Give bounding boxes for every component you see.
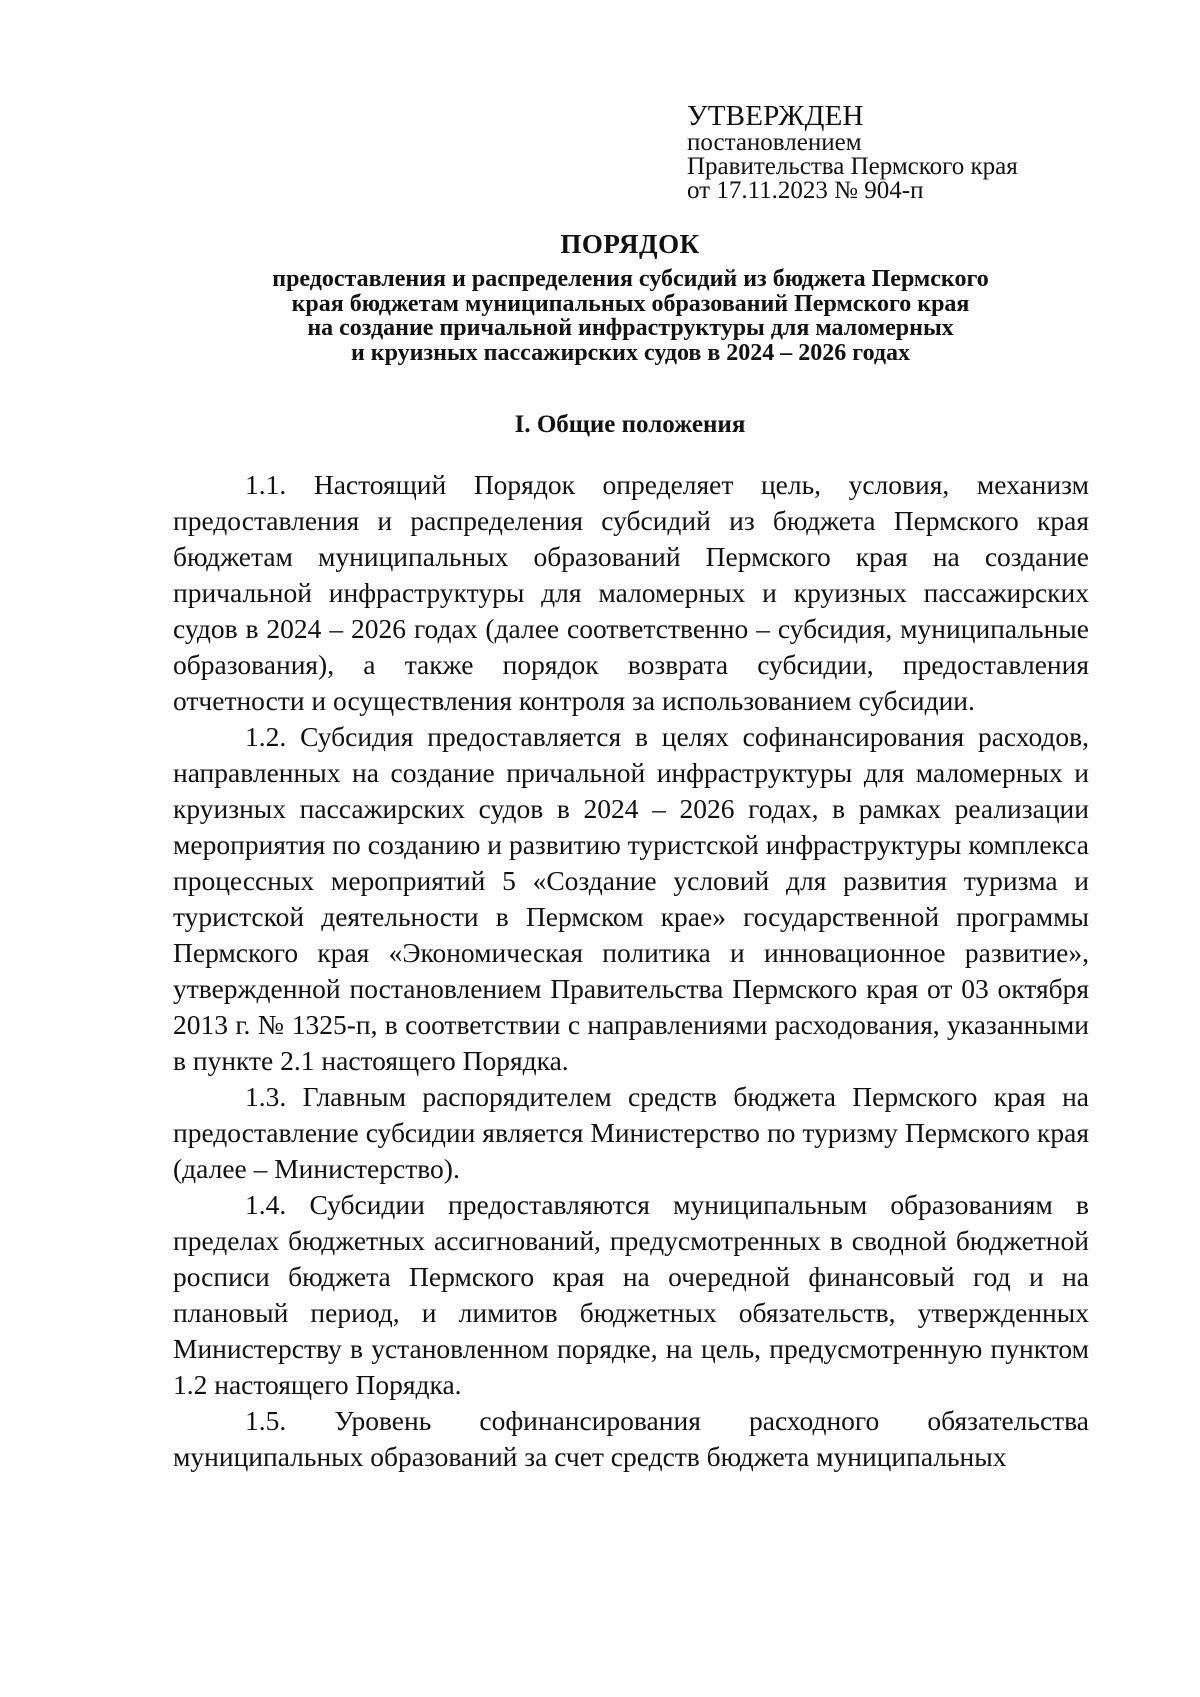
section-heading: I. Общие положения bbox=[514, 411, 746, 438]
document-title: ПОРЯДОК bbox=[560, 229, 700, 259]
approval-line-3: от 17.11.2023 № 904-п bbox=[687, 177, 924, 204]
subtitle-line-1: предоставления и распределения субсидий из бюджета Пермского bbox=[272, 266, 989, 292]
subtitle-line-2: края бюджетам муниципальных образований Пермского края bbox=[291, 290, 970, 317]
approval-title: УТВЕРЖДЕН bbox=[687, 100, 864, 132]
paragraph-1-1: 1.1. Настоящий Порядок определяет цель, условия, механизм предоставления и распределения субсидий из бюджета Пермского края бюджетам муниципальных образований Пермского края на создание причальной инфраструктуры для маломерных и круизных пассажирских судов в 2024 – 2026 годах (далее соответственно – субсидия, муниципальные образования), а также порядок возврата субсидии, предоставления отчетности и осуществления контроля за использованием субсидии. bbox=[173, 469, 1089, 716]
subtitle-line-4: и круизных пассажирских судов в 2024 – 2026 годах bbox=[350, 339, 911, 366]
paragraph-1-5: 1.5. Уровень софинансирования расходного обязательства муниципальных образований за счет средств бюджета муниципальных bbox=[173, 1405, 1089, 1472]
approval-line-2: Правительства Пермского края bbox=[687, 153, 1018, 180]
section-body bbox=[173, 467, 1089, 1475]
document-subtitle bbox=[160, 267, 1101, 365]
subtitle-line-3: на создание причальной инфраструктуры для маломерных bbox=[307, 315, 954, 341]
approval-line-1: постановлением bbox=[687, 129, 862, 156]
approval-block bbox=[687, 102, 1107, 203]
paragraph-1-2: 1.2. Субсидия предоставляется в целях софинансирования расходов, направленных на создание причальной инфраструктуры для маломерных и круизных пассажирских судов в 2024 – 2026 годах, в рамках реализации мероприятия по созданию и развитию туристской инфраструктуры комплекса процессных мероприятий 5 «Создание условий для развития туризма и туристской деятельности в Пермском крае» государственной программы Пермского края «Экономическая политика и инновационное развитие», утвержденной постановлением Правительства Пермского края от 03 октября 2013 г. № 1325-п, в соответствии с направлениями расходования, указанными в пункте 2.1 настоящего Порядка. bbox=[173, 721, 1089, 1076]
paragraph-1-3: 1.3. Главным распорядителем средств бюджета Пермского края на предоставление субсидии является Министерство по туризму Пермского края (далее – Министерство). bbox=[173, 1081, 1089, 1184]
paragraph-1-4: 1.4. Субсидии предоставляются муниципальным образованиям в пределах бюджетных ассигнований, предусмотренных в сводной бюджетной росписи бюджета Пермского края на очередной финансовый год и на плановый период, и лимитов бюджетных обязательств, утвержденных Министерству в установленном порядке, на цель, предусмотренную пунктом 1.2 настоящего Порядка. bbox=[173, 1189, 1089, 1400]
